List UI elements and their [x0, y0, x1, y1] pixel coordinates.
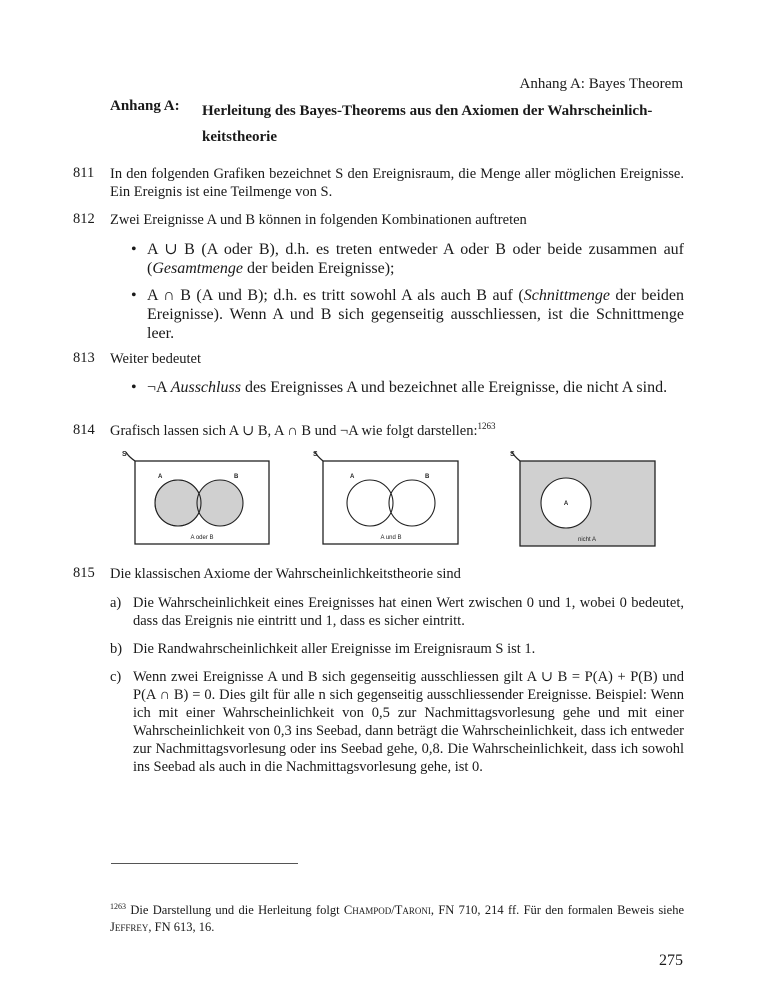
footnote-number: 1263: [110, 902, 126, 911]
paragraph-815: Die klassischen Axiome der Wahrscheinlichkeitstheorie sind: [110, 566, 461, 582]
set-a-label: A: [158, 474, 163, 480]
bullet-text: A ∩ B (A und B); d.h. es tritt sowohl A als auch B auf (Schnittmenge der beiden Ereignisse). Wenn A und B sich gegenseitig ausschliessen, ist die Schnittmenge leer.: [147, 287, 685, 342]
axiom-text: Die Randwahrscheinlichkeit aller Ereignisse im Ereignisraum S ist 1.: [133, 641, 536, 657]
space-label: S: [510, 451, 515, 458]
venn-union-diagram: [122, 451, 269, 544]
set-b-label: B: [425, 474, 430, 480]
paragraph-812: Zwei Ereignisse A und B können in folgenden Kombinationen auftreten: [110, 212, 527, 228]
axiom-text: Die Wahrscheinlichkeit eines Ereignisses hat einen Wert zwischen 0 und 1, wobei 0 bedeutet, dass das Ereignis nie eintritt und 1, dass es sicher eintritt.: [133, 595, 684, 629]
heading-title: Herleitung des Bayes-Theorems aus den Axiomen der Wahrscheinlich-keitstheorie: [202, 103, 653, 145]
diagram-caption: nicht A: [577, 537, 597, 543]
bullet-complement: [131, 378, 684, 397]
set-a-label: A: [350, 474, 355, 480]
venn-complement-diagram: [510, 451, 655, 546]
space-label: S: [313, 451, 318, 458]
footnote-1263: $^{1263}$ Die Darstellung und die Herleitung folgt Champod/Taroni, FN 710, 214 ff. Für den formalen Beweis siehe Jeffrey, FN 613, 16.: [110, 902, 685, 934]
list-marker: c): [110, 669, 122, 685]
bullet-intersection: [131, 286, 684, 343]
venn-diagrams: [0, 450, 768, 555]
page-number: 275: [659, 952, 683, 969]
paragraph-number-813: 813: [73, 350, 95, 366]
paragraph-813: Weiter bedeutet: [110, 351, 202, 367]
bullet-icon: •: [131, 379, 137, 396]
paragraph-number-815: 815: [73, 565, 95, 581]
paragraph-number-812: 812: [73, 211, 95, 227]
paragraph-number-811: 811: [73, 165, 95, 181]
axiom-c: [110, 668, 684, 776]
space-label: S: [122, 451, 127, 458]
axiom-text: Wenn zwei Ereignisse A und B sich gegenseitig ausschliessen gilt A ∪ B = P(A) + P(B) und P(A ∩ B) = 0. Dies gilt für alle n sich gegenseitig ausschliessender Ereignisse. Beispiel: Wenn ich mit einer Wahrscheinlichkeit von 0,5 zur Nachmittagsvorlesung gehe und mit einer Wahrscheinlichkeit von 0,3 ins Seebad, dann beträgt die Wahrscheinlichkeit, dass ich entweder zur Nachmittagsvorlesung oder ins Seebad gehe, 0,8. Die Wahrscheinlichkeit, dass ich sowohl ins Seebad als auch in die Nachmittagsvorlesung gehe, ist 0.: [133, 669, 684, 775]
bullet-union: [131, 240, 684, 278]
set-a-label: A: [563, 501, 569, 507]
diagram-caption: A oder B: [190, 535, 214, 541]
list-marker: a): [110, 595, 122, 611]
diagram-caption: A und B: [380, 535, 402, 541]
axiom-b: [110, 640, 684, 658]
author-name: Champod/Taroni: [343, 903, 431, 917]
footnote-separator: [111, 863, 298, 864]
bullet-text: ¬A Ausschluss des Ereignisses A und bezeichnet alle Ereignisse, die nicht A sind.: [147, 379, 668, 396]
bullet-icon: •: [131, 241, 137, 258]
bullet-text: A ∪ B (A oder B), d.h. es treten entweder A oder B oder beide zusammen auf (Gesamtmenge der beiden Ereignisse);: [147, 241, 684, 277]
footnote-reference[interactable]: 1263: [477, 421, 496, 431]
bullet-icon: •: [131, 287, 137, 304]
list-marker: b): [110, 641, 123, 657]
axiom-a: [110, 594, 684, 630]
set-b-label: B: [234, 474, 239, 480]
heading-label: Anhang A:: [110, 98, 180, 114]
paragraph-number-814: 814: [73, 422, 95, 438]
paragraph-811: In den folgenden Grafiken bezeichnet S den Ereignisraum, die Menge aller möglichen Ereignisse. Ein Ereignis ist eine Teilmenge von S.: [110, 166, 684, 200]
venn-intersection-diagram: [298, 451, 458, 544]
paragraph-814: Grafisch lassen sich A ∪ B, A ∩ B und ¬A wie folgt darstellen:$^{1263}$: [110, 421, 496, 439]
author-name: Jeffrey: [110, 920, 149, 934]
running-header: Anhang A: Bayes Theorem: [519, 76, 683, 92]
